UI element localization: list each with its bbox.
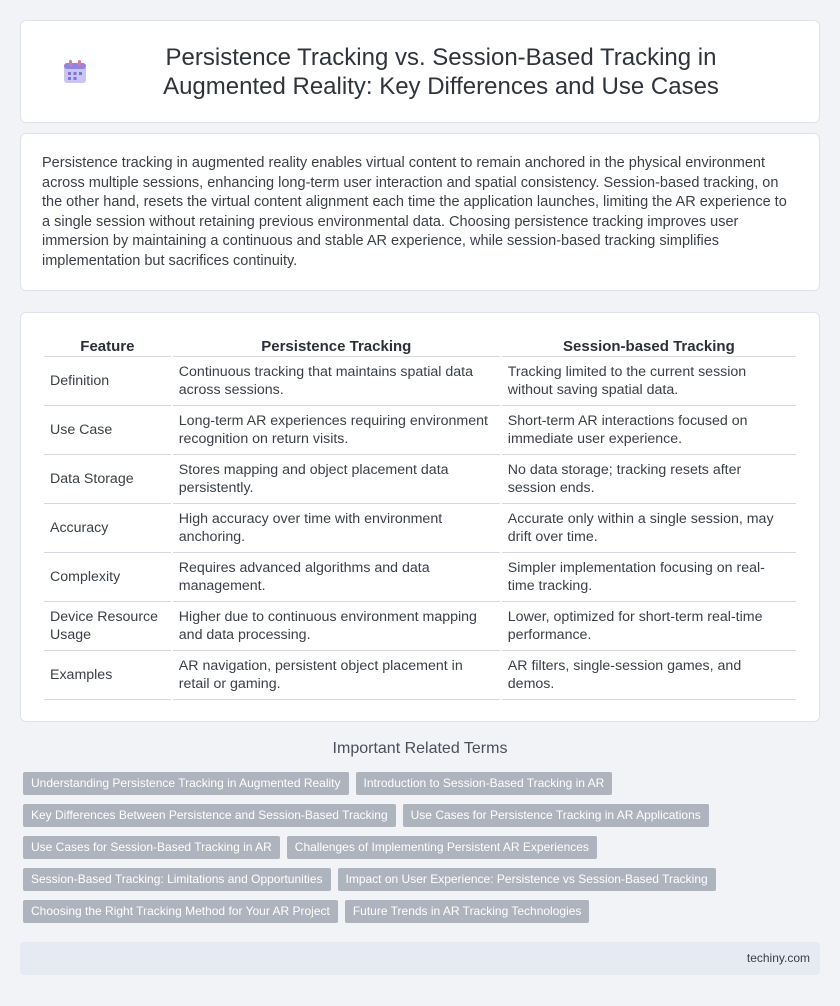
page-title: Persistence Tracking vs. Session-Based Tracking in Augmented Reality: Key Differences and Use Cases xyxy=(163,43,719,100)
feature-cell: Complexity xyxy=(44,553,171,602)
feature-cell: Definition xyxy=(44,357,171,406)
feature-cell: Data Storage xyxy=(44,455,171,504)
related-terms-heading: Important Related Terms xyxy=(332,740,508,757)
footer-site[interactable]: techiny.com xyxy=(746,951,810,965)
tag-row xyxy=(20,804,820,827)
session-cell: Short-term AR interactions focused on immediate user experience. xyxy=(502,406,796,455)
related-term-tag[interactable]: Challenges of Implementing Persistent AR Experiences xyxy=(287,836,597,859)
persistence-cell: Requires advanced algorithms and data management. xyxy=(173,553,500,602)
calendar-icon xyxy=(61,58,89,86)
title-card xyxy=(20,20,820,123)
session-cell: Lower, optimized for short-term real-time performance. xyxy=(502,602,796,651)
intro-paragraph: Persistence tracking in augmented reality enables virtual content to remain anchored in the physical environment across multiple sessions, enhancing long-term user interaction and spatial consistency. Session-based tracking, on the other hand, resets the virtual content alignment each time the application launches, limiting the AR experience to a single session without retaining previous environmental data. Choosing persistence tracking improves user immersion by maintaining a continuous and stable AR experience, while session-based tracking simplifies implementation but sacrifices continuity. xyxy=(42,155,787,269)
session-cell: No data storage; tracking resets after session ends. xyxy=(502,455,796,504)
table-row xyxy=(44,602,796,651)
tag-row xyxy=(20,868,820,891)
persistence-cell: Continuous tracking that maintains spatial data across sessions. xyxy=(173,357,500,406)
session-cell: Tracking limited to the current session without saving spatial data. xyxy=(502,357,796,406)
table-row xyxy=(44,651,796,700)
related-term-tag[interactable]: Understanding Persistence Tracking in Augmented Reality xyxy=(23,772,349,795)
feature-cell: Device Resource Usage xyxy=(44,602,171,651)
header-persistence: Persistence Tracking xyxy=(173,331,500,357)
persistence-cell: Higher due to continuous environment mapping and data processing. xyxy=(173,602,500,651)
related-terms xyxy=(20,740,820,932)
session-cell: AR filters, single-session games, and demos. xyxy=(502,651,796,700)
session-cell: Simpler implementation focusing on real-time tracking. xyxy=(502,553,796,602)
table-row xyxy=(44,406,796,455)
related-term-tag[interactable]: Use Cases for Session-Based Tracking in AR xyxy=(23,836,280,859)
table-row xyxy=(44,455,796,504)
table-row xyxy=(44,504,796,553)
related-term-tag[interactable]: Choosing the Right Tracking Method for Your AR Project xyxy=(23,900,338,923)
related-term-tag[interactable]: Key Differences Between Persistence and Session-Based Tracking xyxy=(23,804,396,827)
tag-row xyxy=(20,900,820,923)
intro-card xyxy=(20,133,820,291)
related-term-tag[interactable]: Impact on User Experience: Persistence vs Session-Based Tracking xyxy=(338,868,716,891)
title-wrap xyxy=(61,43,779,101)
persistence-cell: Stores mapping and object placement data persistently. xyxy=(173,455,500,504)
persistence-cell: AR navigation, persistent object placement in retail or gaming. xyxy=(173,651,500,700)
footer xyxy=(20,942,820,975)
comparison-card xyxy=(20,312,820,722)
session-cell: Accurate only within a single session, may drift over time. xyxy=(502,504,796,553)
tag-row xyxy=(20,836,820,859)
table-row xyxy=(44,357,796,406)
feature-cell: Use Case xyxy=(44,406,171,455)
related-term-tag[interactable]: Future Trends in AR Tracking Technologies xyxy=(345,900,590,923)
table-row xyxy=(44,553,796,602)
comparison-table xyxy=(42,331,798,700)
header-session: Session-based Tracking xyxy=(502,331,796,357)
feature-cell: Examples xyxy=(44,651,171,700)
related-term-tag[interactable]: Use Cases for Persistence Tracking in AR Applications xyxy=(403,804,709,827)
persistence-cell: High accuracy over time with environment anchoring. xyxy=(173,504,500,553)
related-term-tag[interactable]: Introduction to Session-Based Tracking in AR xyxy=(356,772,613,795)
table-header-row xyxy=(44,331,796,357)
tag-row xyxy=(20,772,820,795)
related-term-tag[interactable]: Session-Based Tracking: Limitations and Opportunities xyxy=(23,868,331,891)
persistence-cell: Long-term AR experiences requiring environment recognition on return visits. xyxy=(173,406,500,455)
header-feature: Feature xyxy=(44,331,171,357)
feature-cell: Accuracy xyxy=(44,504,171,553)
